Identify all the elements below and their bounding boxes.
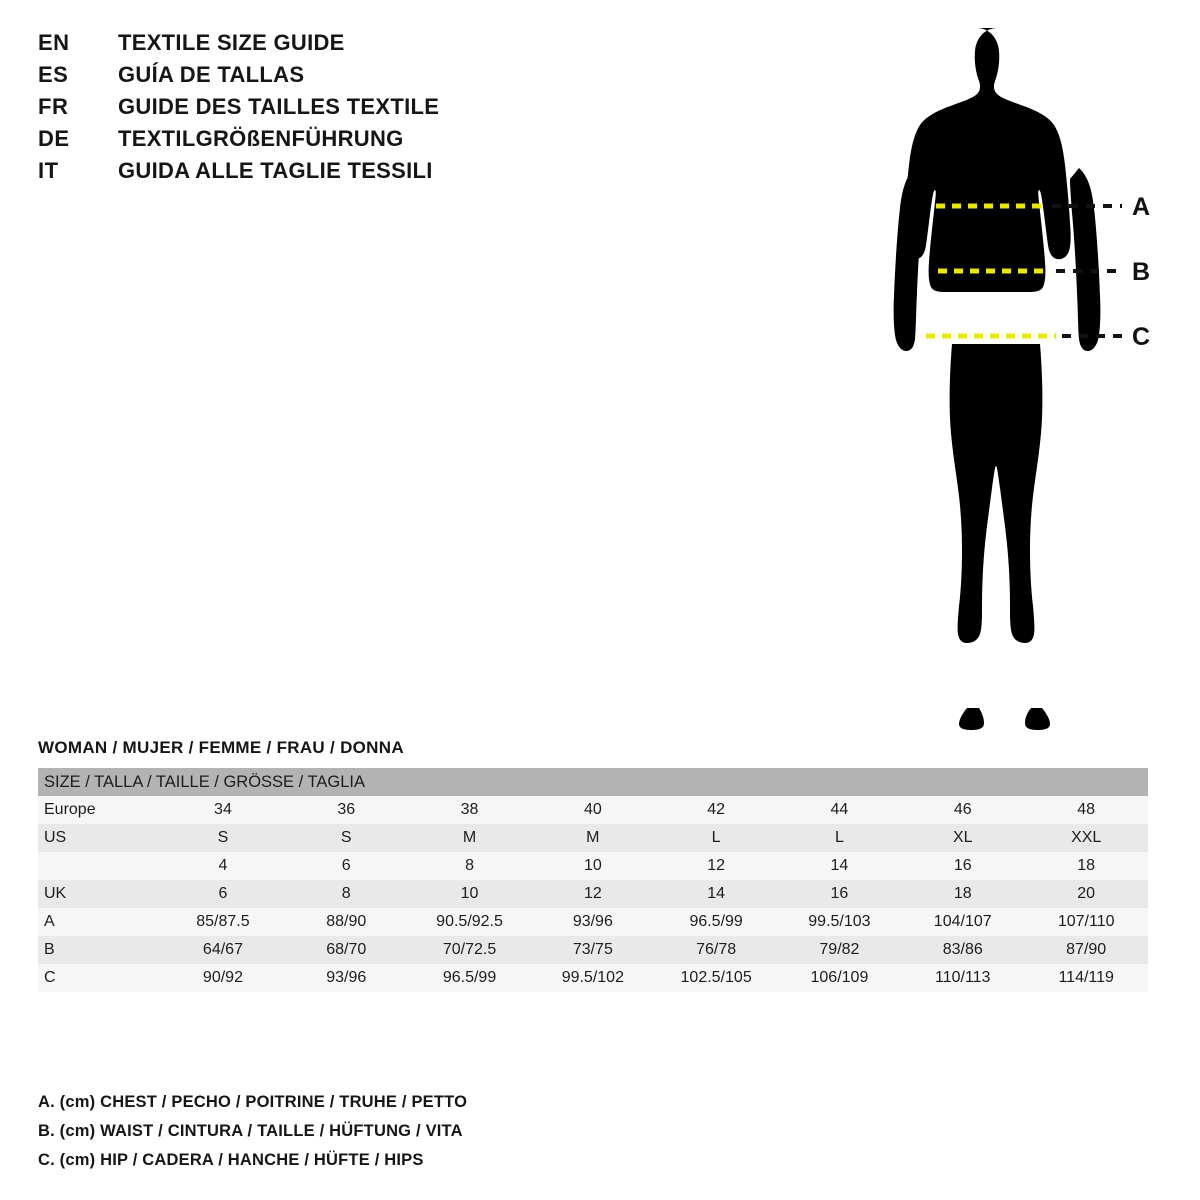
cell: 96.5/99: [408, 964, 531, 992]
title-row: [38, 94, 638, 126]
cell: 44: [778, 796, 901, 824]
marker-label-a: A: [1132, 193, 1151, 221]
cell: 90.5/92.5: [408, 908, 531, 936]
title-lang-fr: FR: [38, 94, 69, 119]
cell: 14: [654, 880, 777, 908]
cell: 12: [654, 852, 777, 880]
cell: 42: [654, 796, 777, 824]
cell: M: [408, 824, 531, 852]
cell: 68/70: [285, 936, 408, 964]
row-label: US: [38, 824, 161, 852]
cell: 46: [901, 796, 1024, 824]
table-header-row: [38, 768, 1148, 796]
cell: 114/119: [1024, 964, 1148, 992]
cell: XXL: [1024, 824, 1148, 852]
title-text-fr: GUIDE DES TAILLES TEXTILE: [118, 94, 440, 119]
cell: 16: [901, 852, 1024, 880]
cell: 34: [161, 796, 284, 824]
cell: 38: [408, 796, 531, 824]
row-label: A: [38, 908, 161, 936]
cell: 70/72.5: [408, 936, 531, 964]
title-text-es: GUÍA DE TALLAS: [118, 62, 305, 87]
title-text-it: GUIDA ALLE TAGLIE TESSILI: [118, 158, 433, 183]
title-lang-it: IT: [38, 158, 59, 183]
table-row: [38, 880, 1148, 908]
cell: 90/92: [161, 964, 284, 992]
cell: 106/109: [778, 964, 901, 992]
cell: 107/110: [1024, 908, 1148, 936]
cell: 96.5/99: [654, 908, 777, 936]
cell: S: [161, 824, 284, 852]
female-silhouette-shape: [894, 28, 1101, 730]
cell: 76/78: [654, 936, 777, 964]
marker-label-c: C: [1132, 323, 1151, 351]
cell: 102.5/105: [654, 964, 777, 992]
title-row: [38, 62, 638, 94]
table-caption: WOMAN / MUJER / FEMME / FRAU / DONNA: [38, 738, 404, 757]
cell: 18: [1024, 852, 1148, 880]
cell: 48: [1024, 796, 1148, 824]
size-table: [38, 768, 1148, 992]
cell: 8: [285, 880, 408, 908]
title-row: [38, 158, 638, 190]
row-label: [38, 852, 161, 880]
title-row: [38, 126, 638, 158]
row-label: Europe: [38, 796, 161, 824]
title-row: [38, 30, 638, 62]
cell: 79/82: [778, 936, 901, 964]
cell: 6: [161, 880, 284, 908]
cell: 10: [531, 852, 654, 880]
cell: 83/86: [901, 936, 1024, 964]
row-label: B: [38, 936, 161, 964]
cell: 88/90: [285, 908, 408, 936]
size-table-section: [38, 738, 1166, 992]
table-row: [38, 796, 1148, 824]
cell: 14: [778, 852, 901, 880]
cell: 99.5/102: [531, 964, 654, 992]
cell: 8: [408, 852, 531, 880]
body-measurement-figure: [860, 18, 1190, 738]
table-row: [38, 908, 1148, 936]
table-row: [38, 936, 1148, 964]
title-text-de: TEXTILGRÖßENFÜHRUNG: [118, 126, 404, 151]
cell: 87/90: [1024, 936, 1148, 964]
cell: 73/75: [531, 936, 654, 964]
table-row: [38, 964, 1148, 992]
cell: M: [531, 824, 654, 852]
cell: L: [654, 824, 777, 852]
cell: 6: [285, 852, 408, 880]
title-text-en: TEXTILE SIZE GUIDE: [118, 30, 345, 55]
measurement-legend: [38, 1088, 838, 1175]
cell: 99.5/103: [778, 908, 901, 936]
table-row: [38, 852, 1148, 880]
cell: 93/96: [285, 964, 408, 992]
table-row: [38, 824, 1148, 852]
legend-item-waist: B. (cm) WAIST / CINTURA / TAILLE / HÜFTUNG / VITA: [38, 1122, 463, 1140]
silhouette-svg: [860, 18, 1190, 738]
table-header-label: SIZE / TALLA / TAILLE / GRÖSSE / TAGLIA: [38, 768, 1148, 796]
title-lang-es: ES: [38, 62, 69, 87]
cell: 85/87.5: [161, 908, 284, 936]
cell: XL: [901, 824, 1024, 852]
cell: 10: [408, 880, 531, 908]
cell: S: [285, 824, 408, 852]
legend-item-hip: C. (cm) HIP / CADERA / HANCHE / HÜFTE / HIPS: [38, 1151, 424, 1169]
cell: 40: [531, 796, 654, 824]
cell: 4: [161, 852, 284, 880]
cell: 12: [531, 880, 654, 908]
cell: 36: [285, 796, 408, 824]
cell: 16: [778, 880, 901, 908]
title-block: [38, 30, 638, 190]
row-label: UK: [38, 880, 161, 908]
cell: 93/96: [531, 908, 654, 936]
row-label: C: [38, 964, 161, 992]
title-lang-en: EN: [38, 30, 70, 55]
cell: 104/107: [901, 908, 1024, 936]
cell: 64/67: [161, 936, 284, 964]
cell: 18: [901, 880, 1024, 908]
legend-item-chest: A. (cm) CHEST / PECHO / POITRINE / TRUHE / PETTO: [38, 1093, 468, 1111]
cell: 110/113: [901, 964, 1024, 992]
marker-label-b: B: [1132, 258, 1151, 286]
cell: L: [778, 824, 901, 852]
title-lang-de: DE: [38, 126, 70, 151]
cell: 20: [1024, 880, 1148, 908]
